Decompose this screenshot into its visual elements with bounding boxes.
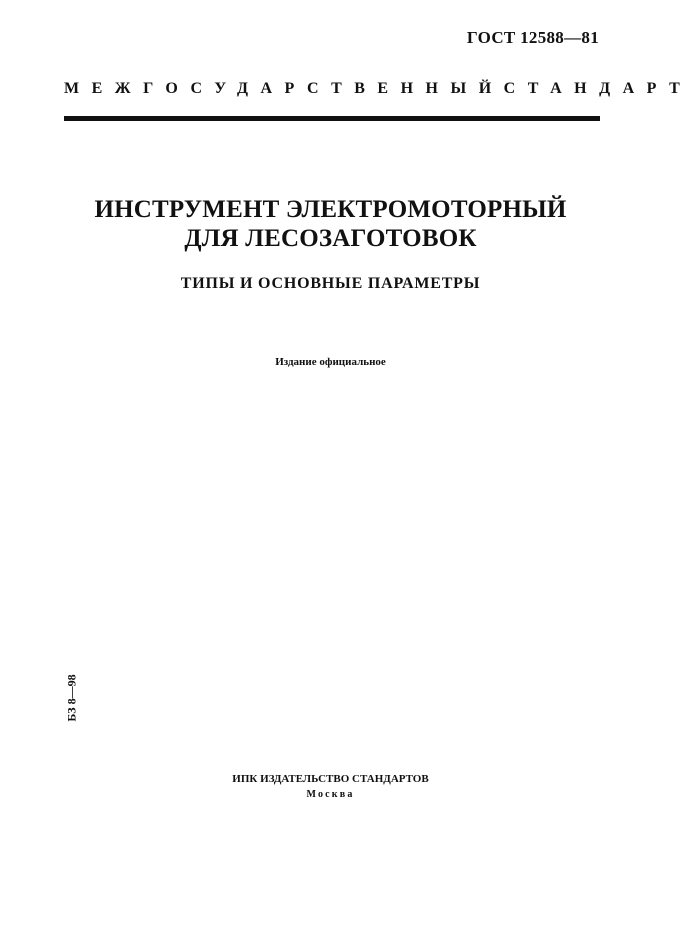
- publisher-name: ИПК ИЗДАТЕЛЬСТВО СТАНДАРТОВ: [232, 773, 429, 785]
- standard-type-header: [64, 80, 692, 98]
- header-divider: [64, 116, 600, 121]
- document-subtitle: ТИПЫ И ОСНОВНЫЕ ПАРАМЕТРЫ: [180, 275, 481, 292]
- title-line-2: ДЛЯ ЛЕСОЗАГОТОВОК: [184, 225, 477, 252]
- document-title: [0, 195, 661, 253]
- publisher-block: [0, 771, 661, 803]
- document-number: ГОСТ 12588—81: [466, 28, 599, 47]
- edition-note: Издание официальное: [275, 356, 386, 368]
- side-code: БЗ 8—98: [64, 674, 79, 722]
- publisher-city: Москва: [306, 789, 355, 800]
- title-line-1: ИНСТРУМЕНТ ЭЛЕКТРОМОТОРНЫЙ: [94, 196, 567, 223]
- standard-type-word-2: СТАНДАРТ: [503, 80, 692, 97]
- standard-type-word-1: МЕЖГОСУДАРСТВЕННЫЙ: [64, 80, 504, 97]
